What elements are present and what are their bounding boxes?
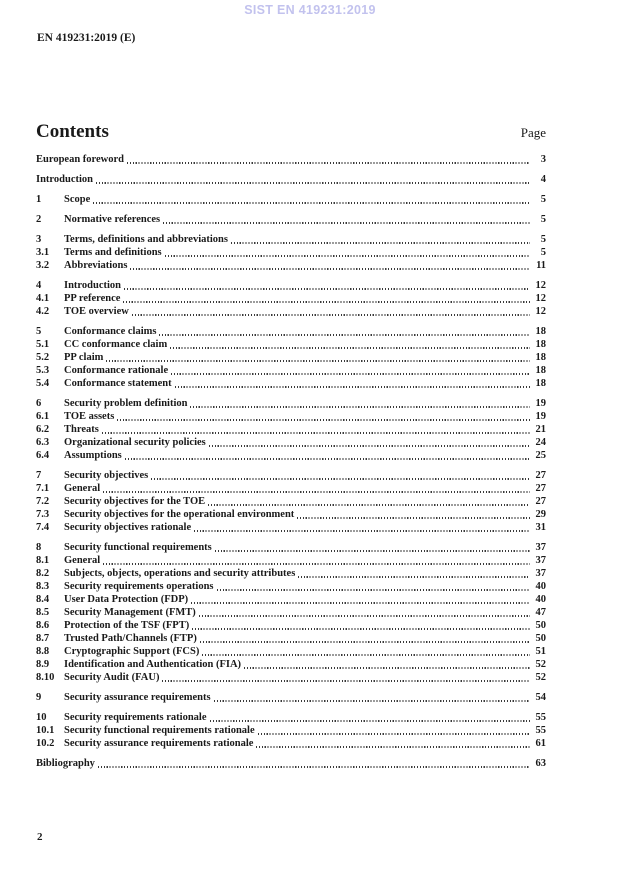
toc-entry <box>36 233 546 246</box>
toc-entry-number: 5.2 <box>36 352 50 363</box>
toc-entry-page: 18 <box>535 378 546 389</box>
toc-entry-page: 27 <box>535 496 546 507</box>
toc-entry-title: Terms and definitions <box>64 247 162 258</box>
toc-group <box>36 469 546 534</box>
dotted-leader <box>170 347 530 348</box>
toc-entry-title: CC conformance claim <box>64 339 168 350</box>
toc-entry-title: Scope <box>64 194 91 205</box>
dotted-leader <box>125 458 530 459</box>
toc-entry-title: European foreword <box>36 154 124 165</box>
toc-entry-title: Security assurance requirements <box>64 692 211 703</box>
toc-entry-page: 25 <box>535 450 546 461</box>
toc-entry-title: Terms, definitions and abbreviations <box>64 234 228 245</box>
toc-entry <box>36 364 546 377</box>
toc-entry-page: 40 <box>535 581 546 592</box>
toc-entry-number: 5.1 <box>36 339 50 350</box>
dotted-leader <box>297 517 530 518</box>
toc-entry <box>36 469 546 482</box>
dotted-leader <box>102 432 530 433</box>
toc-group <box>36 691 546 704</box>
toc-entry-number: 7.4 <box>36 522 50 533</box>
toc-entry-number: 5.4 <box>36 378 50 389</box>
dotted-leader <box>123 301 530 302</box>
toc-entry-title: Assumptions <box>64 450 122 461</box>
toc-entry <box>36 292 546 305</box>
toc-entry-title: Security problem definition <box>64 398 188 409</box>
toc-entry-title: Security objectives for the operational environment <box>64 509 295 520</box>
dotted-leader <box>103 491 530 492</box>
toc-entry-number: 7.2 <box>36 496 50 507</box>
toc-entry-number: 8.4 <box>36 594 50 605</box>
toc-entry-number: 10.1 <box>36 725 55 736</box>
dotted-leader <box>202 654 530 655</box>
toc-entry <box>36 279 546 292</box>
toc-entry <box>36 397 546 410</box>
toc-entry-page: 55 <box>535 725 546 736</box>
toc-entry-page: 37 <box>535 555 546 566</box>
toc-entry-number: 8.6 <box>36 620 50 631</box>
dotted-leader <box>93 202 530 203</box>
toc-entry <box>36 671 546 684</box>
dotted-leader <box>96 182 530 183</box>
toc-entry-page: 52 <box>535 672 546 683</box>
toc-entry-page: 51 <box>535 646 546 657</box>
toc-entry-title: Security functional requirements <box>64 542 212 553</box>
toc-group <box>36 153 546 166</box>
toc-entry-title: Subjects, objects, operations and security attributes <box>64 568 296 579</box>
toc-entry-page: 5 <box>540 234 546 245</box>
toc-entry-title: Identification and Authentication (FIA) <box>64 659 242 670</box>
toc-entry <box>36 410 546 423</box>
toc-entry <box>36 606 546 619</box>
toc-group <box>36 193 546 206</box>
dotted-leader <box>106 360 530 361</box>
dotted-leader <box>165 255 530 256</box>
toc-entry <box>36 153 546 166</box>
dotted-leader <box>159 334 530 335</box>
dotted-leader <box>191 602 530 603</box>
toc-entry <box>36 567 546 580</box>
document-code: EN 419231:2019 (E) <box>37 32 136 44</box>
toc-entry-page: 11 <box>536 260 546 271</box>
toc-entry-page: 18 <box>535 326 546 337</box>
dotted-leader <box>117 419 530 420</box>
toc-entry <box>36 193 546 206</box>
table-of-contents <box>36 121 546 770</box>
dotted-leader <box>209 445 530 446</box>
toc-entry <box>36 246 546 259</box>
toc-entry-number: 8.7 <box>36 633 50 644</box>
toc-entry <box>36 645 546 658</box>
toc-entry-page: 27 <box>535 470 546 481</box>
toc-group <box>36 213 546 226</box>
toc-entry-number: 7.3 <box>36 509 50 520</box>
toc-entry <box>36 305 546 318</box>
dotted-leader <box>298 576 530 577</box>
toc-entry-title: User Data Protection (FDP) <box>64 594 189 605</box>
toc-entry-page: 5 <box>540 247 546 258</box>
toc-entry-number: 3.1 <box>36 247 50 258</box>
toc-entry-page: 47 <box>535 607 546 618</box>
toc-entry-page: 19 <box>535 411 546 422</box>
toc-entry-page: 27 <box>535 483 546 494</box>
toc-entry-number: 2 <box>36 214 42 225</box>
toc-entry-number: 6.1 <box>36 411 50 422</box>
dotted-leader <box>98 766 530 767</box>
toc-entry-number: 7.1 <box>36 483 50 494</box>
toc-entry-page: 50 <box>535 633 546 644</box>
toc-entry-number: 9 <box>36 692 42 703</box>
toc-entry-title: Security functional requirements rationale <box>64 725 255 736</box>
dotted-leader <box>192 628 530 629</box>
toc-entry-page: 21 <box>535 424 546 435</box>
toc-entry-page: 37 <box>535 542 546 553</box>
dotted-leader <box>199 615 530 616</box>
toc-entry-title: Security objectives for the TOE <box>64 496 206 507</box>
toc-group <box>36 233 546 272</box>
toc-entry-page: 19 <box>535 398 546 409</box>
toc-entry-title: TOE overview <box>64 306 129 317</box>
toc-entry-page: 4 <box>540 174 546 185</box>
toc-entry <box>36 593 546 606</box>
page-column-label: Page <box>520 125 546 140</box>
dotted-leader <box>171 373 530 374</box>
toc-entry <box>36 213 546 226</box>
toc-group <box>36 541 546 684</box>
toc-entry-page: 29 <box>535 509 546 520</box>
toc-group <box>36 325 546 390</box>
toc-entry-page: 50 <box>535 620 546 631</box>
dotted-leader <box>163 222 530 223</box>
dotted-leader <box>217 589 530 590</box>
toc-entry-number: 6 <box>36 398 42 409</box>
toc-entry-title: Security objectives <box>64 470 149 481</box>
toc-entry-number: 8.5 <box>36 607 50 618</box>
toc-entry-number: 8.1 <box>36 555 50 566</box>
toc-entry-title: Organizational security policies <box>64 437 206 448</box>
toc-entry-number: 4.2 <box>36 306 50 317</box>
contents-heading: Contents <box>36 121 109 142</box>
dotted-leader <box>215 550 530 551</box>
dotted-leader <box>175 386 530 387</box>
toc-entry-number: 1 <box>36 194 42 205</box>
toc-entry <box>36 482 546 495</box>
toc-entry-page: 12 <box>535 306 546 317</box>
contents-header-row <box>36 121 546 141</box>
toc-entry <box>36 173 546 186</box>
toc-entry-number: 6.2 <box>36 424 50 435</box>
toc-entry-page: 3 <box>540 154 546 165</box>
toc-entry-page: 18 <box>535 365 546 376</box>
toc-entry-title: Conformance rationale <box>64 365 169 376</box>
toc-entry <box>36 619 546 632</box>
dotted-leader <box>210 720 530 721</box>
toc-entry <box>36 724 546 737</box>
toc-entry-title: Security Management (FMT) <box>64 607 196 618</box>
toc-entry <box>36 338 546 351</box>
toc-entry-page: 54 <box>535 692 546 703</box>
toc-entry-title: Trusted Path/Channels (FTP) <box>64 633 197 644</box>
dotted-leader <box>244 667 530 668</box>
toc-entry-title: PP claim <box>64 352 104 363</box>
toc-entry-page: 61 <box>535 738 546 749</box>
toc-entry-page: 55 <box>535 712 546 723</box>
toc-entry-page: 18 <box>535 352 546 363</box>
toc-entry-title: Conformance claims <box>64 326 157 337</box>
toc-entry-title: PP reference <box>64 293 121 304</box>
toc-entry-page: 63 <box>535 758 546 769</box>
dotted-leader <box>200 641 530 642</box>
dotted-leader <box>127 162 530 163</box>
toc-entry <box>36 521 546 534</box>
toc-entry-number: 3.2 <box>36 260 50 271</box>
toc-entry-title: Security requirements rationale <box>64 712 207 723</box>
toc-entry-page: 24 <box>535 437 546 448</box>
toc-entry-number: 8.3 <box>36 581 50 592</box>
toc-entry <box>36 711 546 724</box>
dotted-leader <box>194 530 530 531</box>
toc-entry <box>36 737 546 750</box>
toc-entry-number: 5.3 <box>36 365 50 376</box>
dotted-leader <box>124 288 530 289</box>
dotted-leader <box>151 478 530 479</box>
toc-group <box>36 279 546 318</box>
toc-entry <box>36 377 546 390</box>
toc-entry-title: Protection of the TSF (FPT) <box>64 620 190 631</box>
dotted-leader <box>256 746 530 747</box>
toc-entry <box>36 757 546 770</box>
dotted-leader <box>190 406 530 407</box>
toc-entry <box>36 541 546 554</box>
toc-entry <box>36 632 546 645</box>
toc-entry-page: 12 <box>535 293 546 304</box>
toc-entry-title: Threats <box>64 424 99 435</box>
toc-group <box>36 397 546 462</box>
toc-entry-title: Normative references <box>64 214 161 225</box>
toc-entry-number: 8.2 <box>36 568 50 579</box>
toc-entry-page: 52 <box>535 659 546 670</box>
toc-entry-page: 31 <box>535 522 546 533</box>
toc-entry-title: Introduction <box>36 174 93 185</box>
dotted-leader <box>103 563 530 564</box>
toc-entry-title: General <box>64 555 101 566</box>
toc-entry-number: 10 <box>36 712 47 723</box>
toc-group <box>36 173 546 186</box>
toc-entry-page: 12 <box>535 280 546 291</box>
toc-entry-title: Abbreviations <box>64 260 128 271</box>
toc-entry <box>36 423 546 436</box>
toc-entry-title: Introduction <box>64 280 121 291</box>
toc-entry-title: Security assurance requirements rationale <box>64 738 254 749</box>
toc-entry <box>36 259 546 272</box>
toc-entry <box>36 691 546 704</box>
toc-entry <box>36 495 546 508</box>
toc-entry-title: TOE assets <box>64 411 115 422</box>
toc-entry-number: 4 <box>36 280 42 291</box>
toc-entry-title: Conformance statement <box>64 378 172 389</box>
dotted-leader <box>214 700 530 701</box>
dotted-leader <box>132 314 530 315</box>
toc-entry-number: 5 <box>36 326 42 337</box>
toc-entry <box>36 554 546 567</box>
toc-entry-number: 3 <box>36 234 42 245</box>
toc-entry-title: Security objectives rationale <box>64 522 192 533</box>
toc-entry <box>36 658 546 671</box>
toc-entry-number: 10.2 <box>36 738 55 749</box>
footer-page-number: 2 <box>37 831 43 843</box>
toc-entry-number: 4.1 <box>36 293 50 304</box>
dotted-leader <box>208 504 530 505</box>
toc-entry <box>36 508 546 521</box>
dotted-leader <box>162 680 530 681</box>
toc-entry <box>36 580 546 593</box>
toc-entry <box>36 436 546 449</box>
toc-entry-page: 5 <box>540 194 546 205</box>
toc-entry <box>36 351 546 364</box>
toc-entry-number: 8.10 <box>36 672 55 683</box>
toc-entry <box>36 325 546 338</box>
toc-entry-number: 8.9 <box>36 659 50 670</box>
toc-entry-title: General <box>64 483 101 494</box>
watermark-text: SIST EN 419231:2019 <box>244 3 376 17</box>
toc-group <box>36 757 546 770</box>
toc-entry-page: 5 <box>540 214 546 225</box>
toc-entry-page: 40 <box>535 594 546 605</box>
toc-entry-number: 6.4 <box>36 450 50 461</box>
toc-entry-title: Security requirements operations <box>64 581 214 592</box>
toc-entry-title: Security Audit (FAU) <box>64 672 160 683</box>
toc-list <box>36 153 546 770</box>
toc-entry-title: Cryptographic Support (FCS) <box>64 646 200 657</box>
toc-entry-page: 37 <box>535 568 546 579</box>
toc-entry-page: 18 <box>535 339 546 350</box>
toc-group <box>36 711 546 750</box>
dotted-leader <box>258 733 530 734</box>
toc-entry-number: 8.8 <box>36 646 50 657</box>
dotted-leader <box>231 242 530 243</box>
toc-entry-number: 6.3 <box>36 437 50 448</box>
dotted-leader <box>130 268 530 269</box>
toc-entry <box>36 449 546 462</box>
toc-entry-number: 7 <box>36 470 42 481</box>
toc-entry-title: Bibliography <box>36 758 95 769</box>
toc-entry-number: 8 <box>36 542 42 553</box>
